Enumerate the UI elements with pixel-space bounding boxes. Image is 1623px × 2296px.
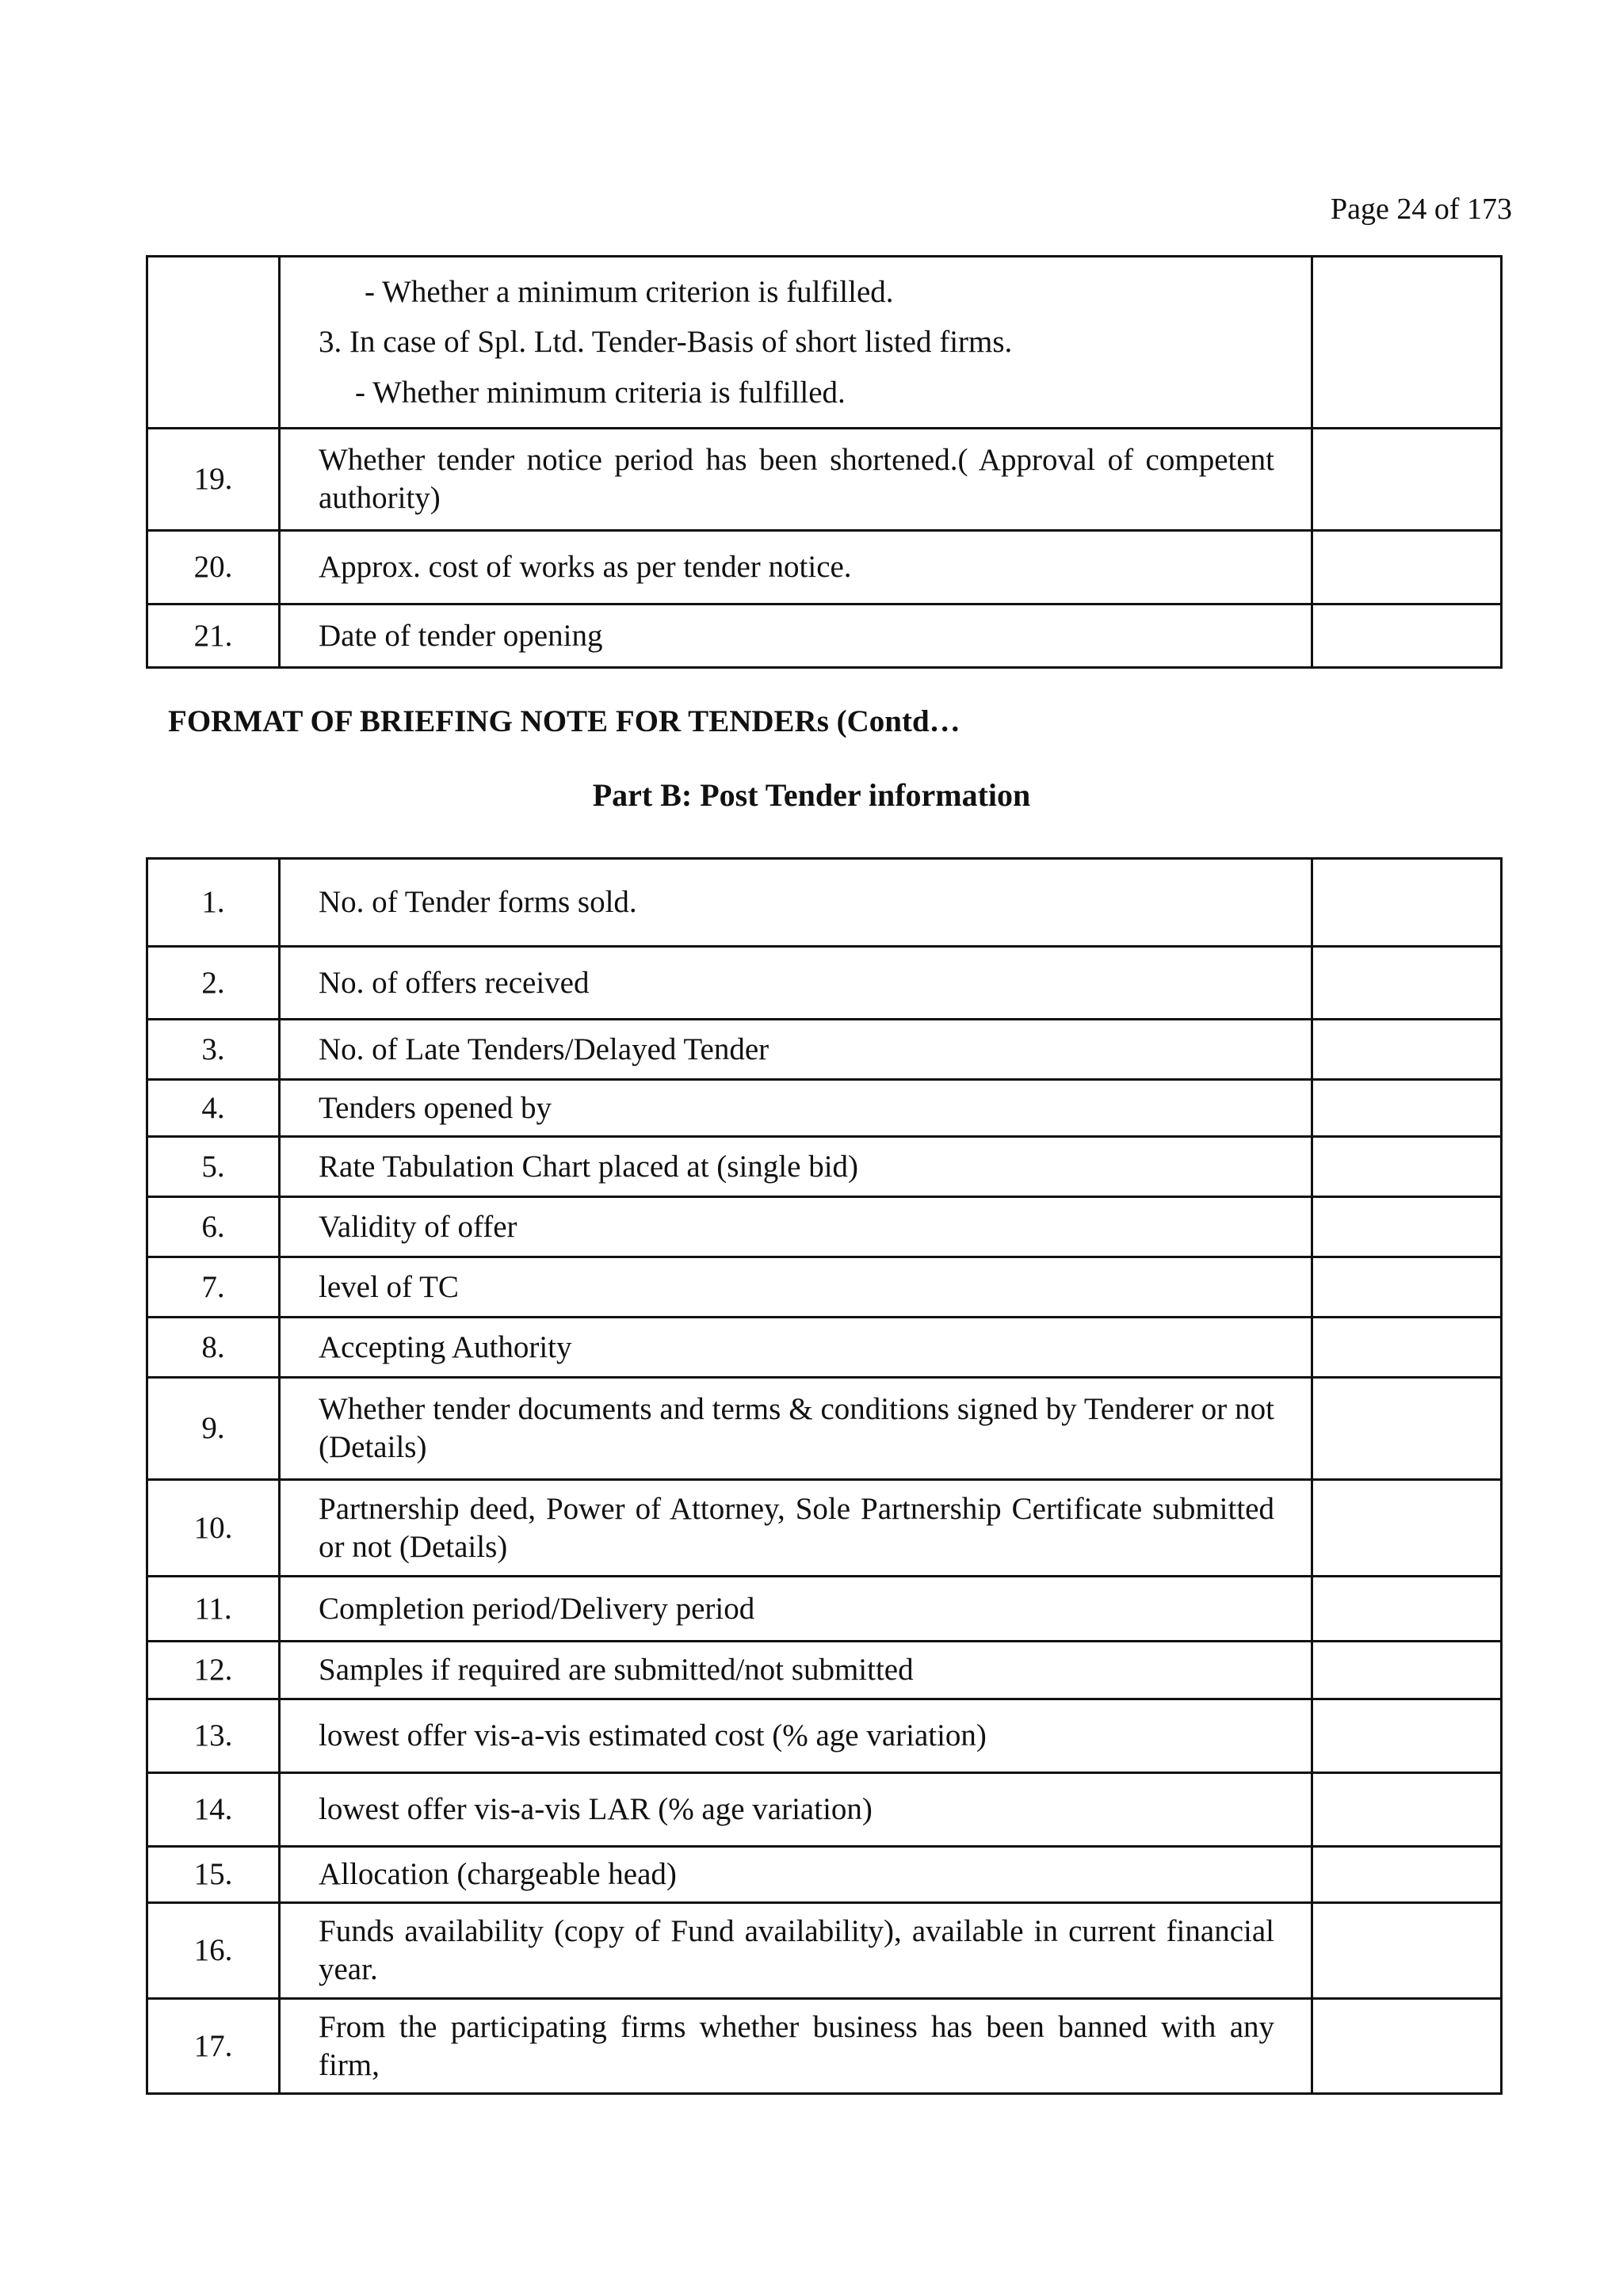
row-number [147,257,280,429]
table-row [147,1847,1502,1903]
part-a-table [146,255,1503,669]
row-description: Tenders opened by [280,1080,1312,1137]
remarks-cell [1312,429,1502,531]
remarks-cell [1312,1080,1502,1137]
row-description: Partnership deed, Power of Attorney, Sole Partnership Certificate submitted or not (Details) [280,1480,1312,1577]
table-row [147,429,1502,531]
row-description: Whether tender documents and terms & conditions signed by Tenderer or not (Details) [280,1378,1312,1480]
row-number: 2. [147,947,280,1020]
row-number: 14. [147,1773,280,1847]
table-row [147,1378,1502,1480]
remarks-cell [1312,1020,1502,1080]
row-number: 5. [147,1137,280,1197]
row-number: 12. [147,1642,280,1699]
part-b-table [146,857,1503,2095]
remarks-cell [1312,859,1502,947]
remarks-cell [1312,1318,1502,1378]
table-row [147,531,1502,605]
row-description: No. of offers received [280,947,1312,1020]
table-row [147,257,1502,429]
row-number: 19. [147,429,280,531]
row-number: 7. [147,1257,280,1318]
row-number: 13. [147,1699,280,1773]
remarks-cell [1312,1903,1502,1999]
section-heading: FORMAT OF BRIEFING NOTE FOR TENDERs (Contd… [168,704,960,738]
remarks-cell [1312,1847,1502,1903]
table-row [147,1999,1502,2094]
row-description: Samples if required are submitted/not submitted [280,1642,1312,1699]
remarks-cell [1312,1257,1502,1318]
table-row [147,1577,1502,1642]
row-description: Validity of offer [280,1197,1312,1257]
row-description: Accepting Authority [280,1318,1312,1378]
row-description: Date of tender opening [280,605,1312,668]
row-number: 4. [147,1080,280,1137]
remarks-cell [1312,1773,1502,1847]
row-number: 21. [147,605,280,668]
row-number: 20. [147,531,280,605]
remarks-cell [1312,1480,1502,1577]
remarks-cell [1312,1577,1502,1642]
row-description: Rate Tabulation Chart placed at (single bid) [280,1137,1312,1197]
table-row [147,1903,1502,1999]
row-description: lowest offer vis-a-vis estimated cost (% age variation) [280,1699,1312,1773]
table-row [147,859,1502,947]
table-row [147,1699,1502,1773]
page-number: Page 24 of 173 [1330,193,1512,226]
row-number: 16. [147,1903,280,1999]
remarks-cell [1312,1197,1502,1257]
table-row [147,1642,1502,1699]
part-b-title: Part B: Post Tender information [592,777,1031,813]
row-number: 15. [147,1847,280,1903]
criterion-line: - Whether a minimum criterion is fulfilled. [365,274,894,309]
row-number: 9. [147,1378,280,1480]
remarks-cell [1312,1378,1502,1480]
row-number: 8. [147,1318,280,1378]
remarks-cell [1312,1642,1502,1699]
criterion-line: - Whether minimum criteria is fulfilled. [355,375,846,410]
row-description: level of TC [280,1257,1312,1318]
row-number: 10. [147,1480,280,1577]
row-number: 6. [147,1197,280,1257]
table-row [147,1137,1502,1197]
row-description: Funds availability (copy of Fund availability), available in current financial year. [280,1903,1312,1999]
row-description: Completion period/Delivery period [280,1577,1312,1642]
table-row [147,1773,1502,1847]
criterion-line: 3. In case of Spl. Ltd. Tender-Basis of short listed firms. [319,325,1013,360]
row-description: Approx. cost of works as per tender notice. [280,531,1312,605]
table-row [147,605,1502,668]
row-description: Whether tender notice period has been shortened.( Approval of competent authority) [280,429,1312,531]
remarks-cell [1312,531,1502,605]
row-description: lowest offer vis-a-vis LAR (% age variation) [280,1773,1312,1847]
table-row [147,947,1502,1020]
table-row [147,1257,1502,1318]
row-description: No. of Tender forms sold. [280,859,1312,947]
remarks-cell [1312,257,1502,429]
remarks-cell [1312,605,1502,668]
table-row [147,1080,1502,1137]
table-row [147,1020,1502,1080]
row-number: 1. [147,859,280,947]
row-number: 17. [147,1999,280,2094]
row-description [280,257,1312,429]
remarks-cell [1312,1137,1502,1197]
row-description: From the participating firms whether business has been banned with any firm, [280,1999,1312,2094]
table-row [147,1197,1502,1257]
row-number: 3. [147,1020,280,1080]
remarks-cell [1312,1999,1502,2094]
row-description: No. of Late Tenders/Delayed Tender [280,1020,1312,1080]
table-row [147,1318,1502,1378]
row-number: 11. [147,1577,280,1642]
row-description: Allocation (chargeable head) [280,1847,1312,1903]
remarks-cell [1312,947,1502,1020]
table-row [147,1480,1502,1577]
remarks-cell [1312,1699,1502,1773]
